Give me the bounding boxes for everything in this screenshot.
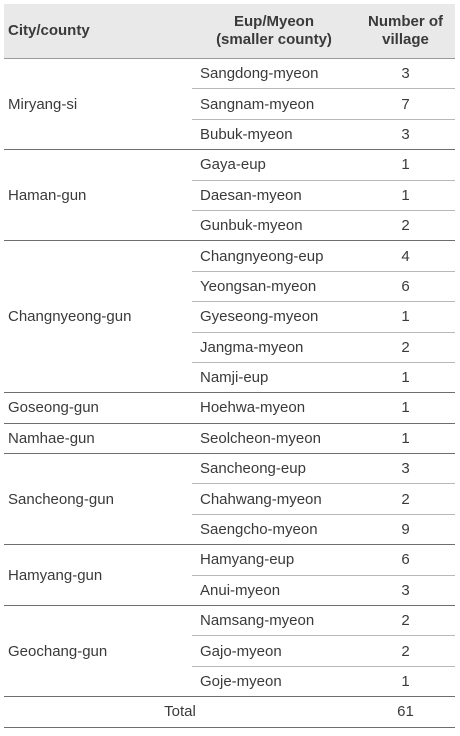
eup-myeon-cell: Sancheong-eup — [192, 454, 356, 484]
eup-myeon-cell: Yeongsan-myeon — [192, 271, 356, 301]
village-count-cell: 6 — [356, 271, 455, 301]
eup-myeon-cell: Goje-myeon — [192, 666, 356, 696]
village-table-container — [4, 4, 455, 728]
village-count-cell: 2 — [356, 210, 455, 240]
city-county-cell: Changnyeong-gun — [4, 241, 192, 393]
village-count-cell: 2 — [356, 636, 455, 666]
village-count-cell: 6 — [356, 545, 455, 575]
eup-myeon-cell: Sangdong-myeon — [192, 59, 356, 89]
village-count-cell: 1 — [356, 362, 455, 392]
village-count-cell: 9 — [356, 514, 455, 544]
city-county-cell: Haman-gun — [4, 150, 192, 241]
table-body — [4, 59, 455, 728]
total-count: 61 — [356, 697, 455, 727]
eup-myeon-cell: Saengcho-myeon — [192, 514, 356, 544]
village-count-cell: 1 — [356, 302, 455, 332]
eup-myeon-cell: Chahwang-myeon — [192, 484, 356, 514]
eup-myeon-cell: Anui-myeon — [192, 575, 356, 605]
village-count-cell: 3 — [356, 454, 455, 484]
village-count-cell: 2 — [356, 606, 455, 636]
header-city-county: City/county — [4, 4, 192, 59]
village-count-cell: 2 — [356, 332, 455, 362]
village-count-cell: 3 — [356, 119, 455, 149]
eup-myeon-cell: Gaya-eup — [192, 150, 356, 180]
eup-myeon-cell: Namji-eup — [192, 362, 356, 392]
table-row — [4, 423, 455, 453]
table-row — [4, 545, 455, 575]
village-count-cell: 3 — [356, 59, 455, 89]
table-row — [4, 393, 455, 423]
city-county-cell: Geochang-gun — [4, 606, 192, 697]
eup-myeon-cell: Jangma-myeon — [192, 332, 356, 362]
eup-myeon-cell: Seolcheon-myeon — [192, 423, 356, 453]
table-row — [4, 59, 455, 89]
table-row — [4, 606, 455, 636]
eup-myeon-cell: Gyeseong-myeon — [192, 302, 356, 332]
village-count-cell: 4 — [356, 241, 455, 271]
eup-myeon-cell: Namsang-myeon — [192, 606, 356, 636]
eup-myeon-cell: Changnyeong-eup — [192, 241, 356, 271]
city-county-cell: Hamyang-gun — [4, 545, 192, 606]
eup-myeon-cell: Gunbuk-myeon — [192, 210, 356, 240]
village-count-cell: 1 — [356, 393, 455, 423]
eup-myeon-cell: Hamyang-eup — [192, 545, 356, 575]
total-label: Total — [4, 697, 356, 727]
village-count-cell: 7 — [356, 89, 455, 119]
eup-myeon-cell: Hoehwa-myeon — [192, 393, 356, 423]
table-row — [4, 241, 455, 271]
village-count-cell: 1 — [356, 666, 455, 696]
city-county-cell: Sancheong-gun — [4, 454, 192, 545]
eup-myeon-cell: Gajo-myeon — [192, 636, 356, 666]
header-eup-myeon: Eup/Myeon (smaller county) — [192, 4, 356, 59]
village-count-cell: 1 — [356, 150, 455, 180]
city-county-cell: Namhae-gun — [4, 423, 192, 453]
eup-myeon-cell: Sangnam-myeon — [192, 89, 356, 119]
village-table — [4, 4, 455, 728]
eup-myeon-cell: Daesan-myeon — [192, 180, 356, 210]
city-county-cell: Miryang-si — [4, 59, 192, 150]
eup-myeon-cell: Bubuk-myeon — [192, 119, 356, 149]
village-count-cell: 2 — [356, 484, 455, 514]
table-header — [4, 4, 455, 59]
total-row — [4, 697, 455, 727]
table-row — [4, 150, 455, 180]
header-number-of-village: Number of village — [356, 4, 455, 59]
village-count-cell: 1 — [356, 423, 455, 453]
village-count-cell: 3 — [356, 575, 455, 605]
village-count-cell: 1 — [356, 180, 455, 210]
city-county-cell: Goseong-gun — [4, 393, 192, 423]
table-row — [4, 454, 455, 484]
